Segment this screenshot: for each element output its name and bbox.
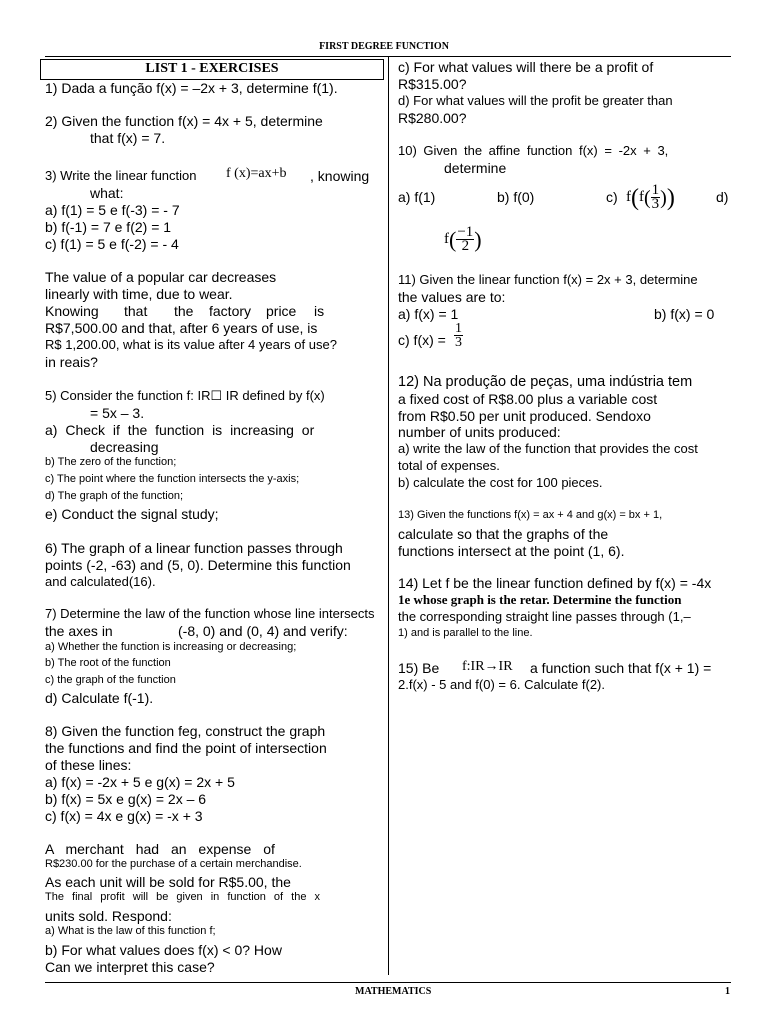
q4-line4: R$7,500.00 and that, after 6 years of use, is [45, 320, 318, 336]
q4-line3-w1: Knowing [45, 303, 99, 319]
q3-item-a: a) f(1) = 5 e f(-3) = - 7 [45, 202, 180, 218]
q10-line2: determine [444, 160, 507, 176]
q13-line1: 13) Given the functions f(x) = ax + 4 and g(x) = bx + 1, [398, 509, 663, 521]
f-symbol-d: f [444, 231, 449, 247]
page-footer: MATHEMATICS [355, 986, 432, 997]
q5-line2: = 5x – 3. [90, 405, 145, 421]
q8-line2: the functions and find the point of intersection [45, 740, 327, 756]
q4-line5: R$ 1,200.00, what is its value after 4 years of use? [45, 337, 337, 352]
q14-line4: 1) and is parallel to the line. [398, 627, 533, 639]
q14-line2: 1e whose graph is the retar. Determine the function [398, 592, 682, 607]
q4-line3-w4: factory [209, 303, 252, 319]
q7-line2b: (-8, 0) and (0, 4) and verify: [178, 623, 348, 639]
q12-item-a: a) write the law of the function that provides the cost [398, 441, 698, 456]
q10-item-d: d) [716, 189, 729, 205]
q12-item-a-cont: total of expenses. [398, 458, 500, 473]
q12-line1: 12) Na produção de peças, uma indústria tem [398, 374, 693, 390]
q9-item-c-cont: R$315.00? [398, 76, 467, 92]
q3-formula: f (x)=ax+b [226, 166, 287, 181]
q6-line1: 6) The graph of a linear function passes through [45, 540, 343, 556]
q5-line1: 5) Consider the function f: IR☐ IR defined by f(x) [45, 388, 325, 403]
q11-item-c-fraction [454, 322, 463, 349]
q2-line2: that f(x) = 7. [90, 130, 166, 146]
q9-item-c: c) For what values will there be a profit of [398, 59, 654, 75]
q9-item-d: d) For what values will the profit be greater than [398, 93, 673, 108]
q7-item-a: a) Whether the function is increasing or decreasing; [45, 641, 297, 653]
q9-item-b-cont: Can we interpret this case? [45, 959, 215, 975]
q8-item-b: b) f(x) = 5x e g(x) = 2x – 6 [45, 791, 207, 807]
q11-item-a: a) f(x) = 1 [398, 306, 459, 322]
q8-line1: 8) Given the function feg, construct the graph [45, 723, 326, 739]
q1-text: 1) Dada a função f(x) = –2x + 3, determine f(1). [45, 80, 338, 96]
q10-item-c-expr: f(f( $\frac{1}{3}$ )) [626, 182, 675, 213]
q7-line2a: the axes in [45, 623, 113, 639]
q11-item-c: c) f(x) = [398, 332, 446, 348]
q10-line1: 10) Given the affine function f(x) = -2x + 3, [398, 143, 669, 158]
q5-item-b: b) The zero of the function; [45, 456, 177, 468]
q12-item-b: b) calculate the cost for 100 pieces. [398, 475, 603, 490]
q4-line3-w5: price [266, 303, 297, 319]
q7-item-b: b) The root of the function [45, 657, 171, 669]
q7-line1: 7) Determine the law of the function whose line intersects [45, 606, 375, 621]
q3-line1: 3) Write the linear function [45, 168, 197, 183]
q6-line3: and calculated(16). [45, 574, 156, 589]
f-symbol-inner: f [639, 189, 644, 205]
q15-line1b: a function such that f(x + 1) = [530, 660, 712, 676]
q4-line2: linearly with time, due to wear. [45, 286, 233, 302]
q3-item-c: c) f(1) = 5 e f(-2) = - 4 [45, 236, 179, 252]
q15-line1a: 15) Be [398, 660, 440, 676]
q11-line1: 11) Given the linear function f(x) = 2x + 3, determine [398, 272, 698, 287]
q8-item-a: a) f(x) = -2x + 5 e g(x) = 2x + 5 [45, 774, 235, 790]
q10-item-c: c) [606, 189, 618, 205]
q10-item-b: b) f(0) [497, 189, 535, 205]
q4-line3-w6: is [314, 303, 325, 319]
q2-line1: 2) Given the function f(x) = 4x + 5, determine [45, 113, 323, 129]
q7-item-d: d) Calculate f(-1). [45, 690, 154, 706]
q9-item-a: a) What is the law of this function f; [45, 925, 216, 937]
q9-line5: units sold. Respond: [45, 908, 172, 924]
q14-line3: the corresponding straight line passes through (1,– [398, 609, 691, 624]
q10-item-a: a) f(1) [398, 189, 436, 205]
q8-line3: of these lines: [45, 757, 132, 773]
column-divider [388, 57, 389, 975]
q5-item-e: e) Conduct the signal study; [45, 506, 219, 522]
q5-item-c: c) The point where the function intersects the y-axis; [45, 473, 300, 485]
q9-item-d-cont: R$280.00? [398, 110, 467, 126]
q13-line2: calculate so that the graphs of the [398, 526, 609, 542]
q3-line2: what: [90, 185, 124, 201]
q3-item-b: b) f(-1) = 7 e f(2) = 1 [45, 219, 172, 235]
q7-item-c: c) the graph of the function [45, 674, 176, 686]
q11-item-b: b) f(x) = 0 [654, 306, 715, 322]
footer-rule [45, 982, 731, 983]
q9-line4: The final profit will be given in function of the x [45, 891, 321, 903]
q12-line4: number of units produced: [398, 424, 561, 440]
q15-mapping: f:IR→IR [462, 659, 513, 674]
q8-item-c: c) f(x) = 4x e g(x) = -x + 3 [45, 808, 203, 824]
q5-item-d: d) The graph of the function; [45, 490, 183, 502]
list-title: LIST 1 - EXERCISES [40, 59, 384, 80]
q12-line3: from R$0.50 per unit produced. Sendoxo [398, 408, 651, 424]
f-symbol: f [626, 189, 631, 205]
q5-item-a: a) Check if the function is increasing or [45, 422, 315, 438]
q13-line3: functions intersect at the point (1, 6). [398, 543, 625, 559]
q9-line1: A merchant had an expense of [45, 841, 275, 857]
q11-line2: the values are to: [398, 289, 506, 305]
q9-line2: R$230.00 for the purchase of a certain merchandise. [45, 858, 302, 870]
q15-line2: 2.f(x) - 5 and f(0) = 6. Calculate f(2). [398, 677, 605, 692]
q4-line3-w2: that [124, 303, 148, 319]
q3-line1-end: , knowing [310, 168, 370, 184]
q4-line3-w3: the [174, 303, 194, 319]
q9-line3: As each unit will be sold for R$5.00, the [45, 874, 291, 890]
q6-line2: points (-2, -63) and (5, 0). Determine this function [45, 557, 351, 573]
q4-line1: The value of a popular car decreases [45, 269, 277, 285]
fraction-minus-half: $\frac{-1}{2}$ [457, 224, 474, 255]
q5-item-a-cont: decreasing [90, 439, 159, 455]
q14-line1: 14) Let f be the linear function defined by f(x) = -4x [398, 575, 712, 591]
q10-item-d-expr: f( $\frac{-1}{2}$ ) [444, 224, 482, 255]
q9-item-b: b) For what values does f(x) < 0? How [45, 942, 282, 958]
page-number: 1 [725, 986, 730, 997]
fraction-one-third-b: $\frac{1}{3}$ [455, 321, 462, 350]
q4-line6: in reais? [45, 354, 98, 370]
fraction-one-third: $\frac{1}{3}$ [651, 182, 660, 213]
q12-line2: a fixed cost of R$8.00 plus a variable cost [398, 391, 658, 407]
page-header: FIRST DEGREE FUNCTION [319, 41, 449, 52]
